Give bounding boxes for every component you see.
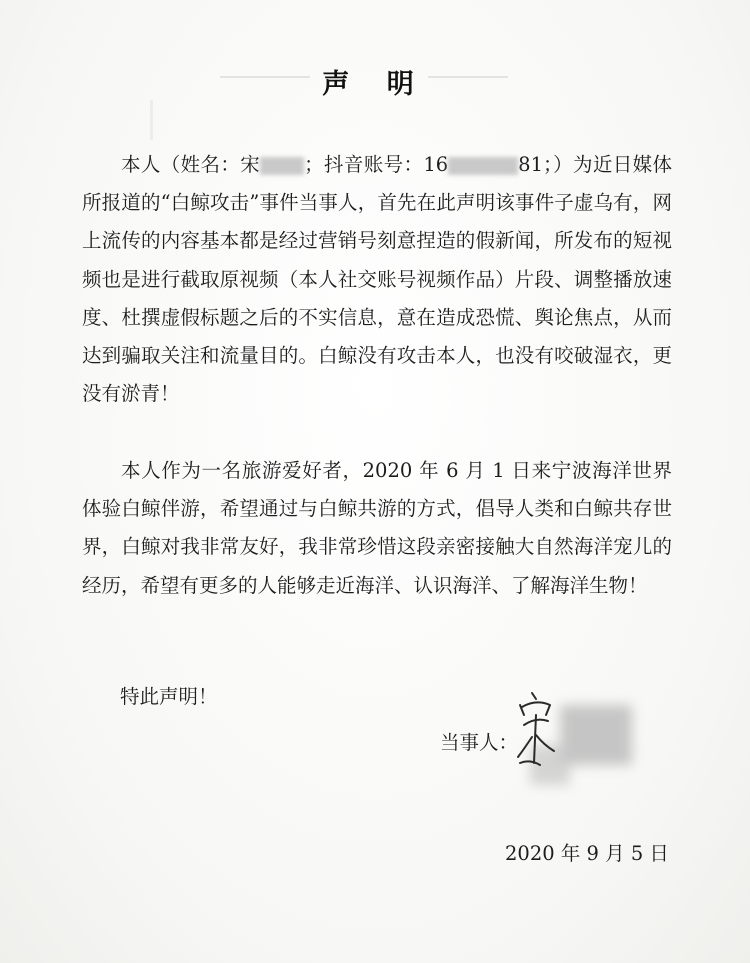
redacted-name: [260, 157, 304, 175]
statement-paragraph-1: [82, 146, 672, 413]
document-title: 声 明: [322, 69, 428, 100]
signature-date: 2020 年 9 月 5 日: [505, 842, 669, 865]
handwritten-signature: [510, 685, 650, 790]
scan-artifact: [150, 100, 153, 140]
redacted-account: [448, 157, 518, 175]
signer-label: 当事人：: [440, 731, 519, 754]
closing-text: 特此声明！: [120, 685, 218, 708]
paragraph-1-post: 81；）为近日媒体所报道的“白鲸攻击”事件当事人，首先在此声明该事件子虚乌有，网上流传的内容基本都是经过营销号刻意捏造的假新闻，所发布的短视频也是进行截取原视频（本人社交账号视频作品）片段、调整播放速度、杜撰虚假标题之后的不实信息，意在造成恐慌、舆论焦点，从而达到骗取关注和流量目的。白鲸没有攻击本人，也没有咬破湿衣，更没有淤青！: [82, 153, 672, 406]
paragraph-1-pre-name: 本人（姓名：宋: [121, 153, 261, 176]
paragraph-1-mid: ；抖音账号：16: [304, 153, 449, 176]
statement-paragraph-2: 本人作为一名旅游爱好者，2020 年 6 月 1 日来宁波海洋世界体验白鲸伴游，希望通过与白鲸共游的方式，倡导人类和白鲸共存世界，白鲸对我非常友好，我非常珍惜这段亲密接触大自然海洋宠儿的经历，希望有更多的人能够走近海洋、认识海洋、了解海洋生物！: [82, 459, 672, 597]
